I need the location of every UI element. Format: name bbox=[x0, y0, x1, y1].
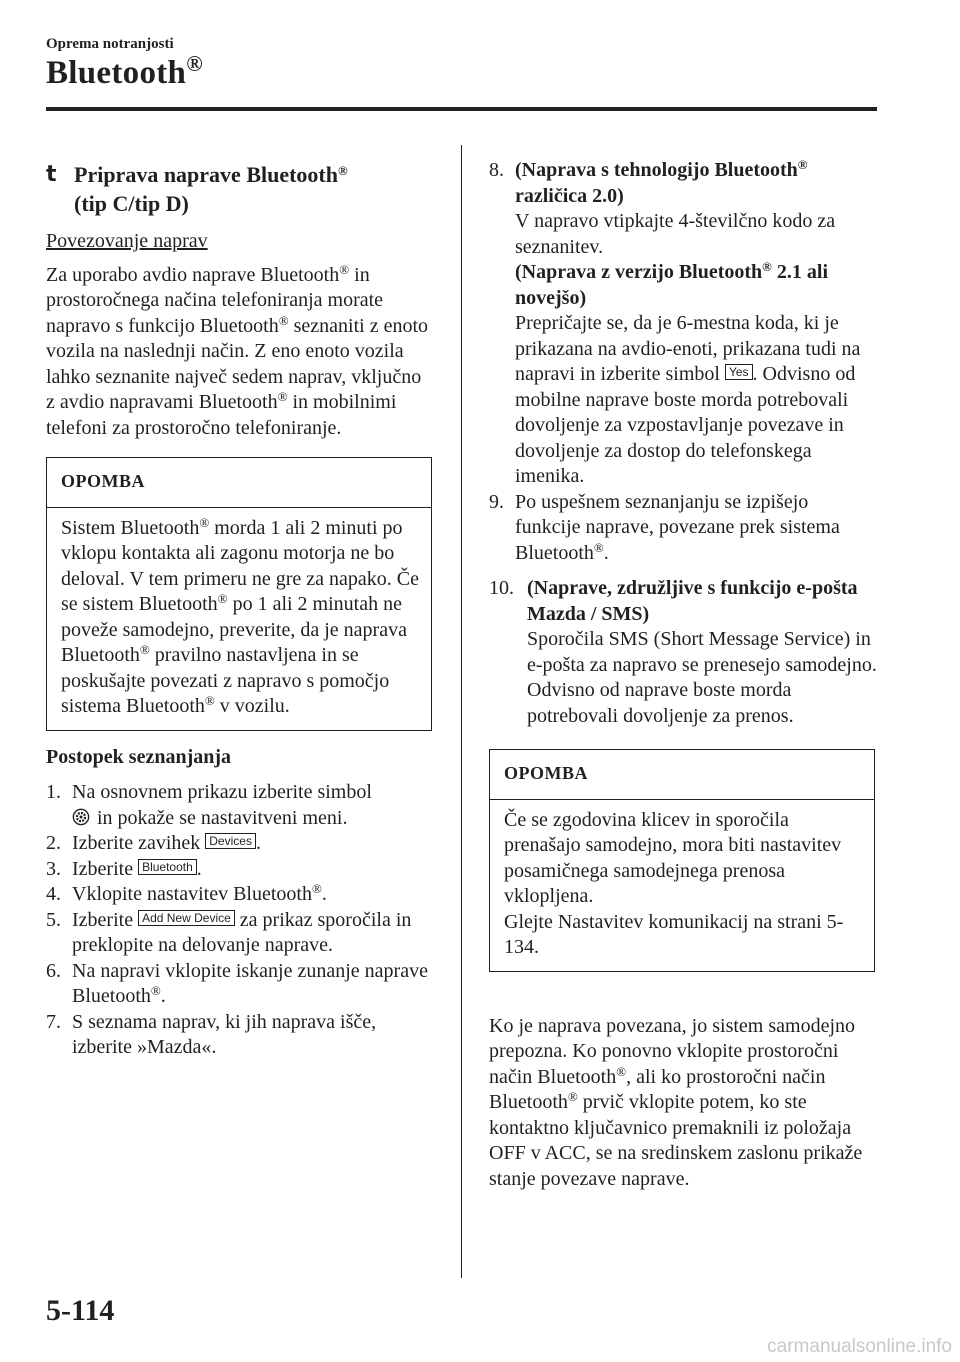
step-3: 3. Izberite Bluetooth . bbox=[46, 857, 202, 880]
step-5: 5. Izberite Add New Device za prikaz sporočila in preklopite na delovanje naprave. bbox=[46, 908, 412, 956]
page-number: 5-114 bbox=[46, 1294, 115, 1327]
note-box bbox=[46, 457, 432, 731]
column-divider bbox=[461, 145, 462, 1278]
steps-title: Postopek seznanjanja bbox=[46, 745, 232, 768]
step-10: 10. (Naprave, združljive s funkcijo e-pošta Mazda / SMS) Sporočila SMS (Short Message Service) in e-pošta za napravo se prenesejo samodejno. Odvisno od naprave boste morda potrebovali dovoljenje za prenos. bbox=[489, 577, 877, 727]
devices-tab-button: Devices bbox=[205, 833, 256, 849]
add-new-device-button: Add New Device bbox=[138, 910, 235, 926]
page-title: Bluetooth® bbox=[46, 51, 203, 91]
step-1: 1. Na osnovnem prikazu izberite simbol in pokaže se nastavitveni meni. bbox=[46, 781, 372, 829]
note-text: Če se zgodovina klicev in sporočila prenašajo samodejno, mora biti nastavitev posamičnega samodejnega prenosa vklopljena. Glejte Nastavitev komunikacij na strani 5-134. bbox=[504, 808, 844, 958]
step-6: 6. Na napravi vklopite iskanje zunanje naprave Bluetooth®. bbox=[46, 959, 428, 1007]
step-2: 2. Izberite zavihek Devices . bbox=[46, 832, 261, 854]
watermark: carmanualsonline.info bbox=[767, 1336, 952, 1357]
closing-paragraph: Ko je naprava povezana, jo sistem samodejno prepozna. Ko ponovno vklopite prostoročni način Bluetooth®, ali ko prostoročni način Bluetooth® prvič vklopite potem, ko ste kontaktno ključavnico premaknili iz položaja OFF v ACC, se na sredinskem zaslonu prikaže stanje povezave naprave. bbox=[489, 1014, 863, 1190]
step-4: 4. Vklopite nastavitev Bluetooth®. bbox=[46, 881, 327, 905]
header-rule bbox=[46, 107, 877, 111]
note-label: OPOMBA bbox=[47, 458, 431, 508]
registered-mark: ® bbox=[186, 51, 203, 76]
sub-heading: Povezovanje naprav bbox=[46, 230, 208, 252]
right-column bbox=[489, 158, 877, 1192]
bluetooth-button: Bluetooth bbox=[138, 859, 197, 875]
intro-paragraph: Za uporabo avdio naprave Bluetooth® in prostoročnega načina telefoniranja morate napravo s funkcijo Bluetooth® seznaniti z enoto vozila na naslednji način. Z eno enoto vozila lahko seznanite največ sedem naprav, vključno z avdio napravami Bluetooth® in mobilnimi telefoni za prostoročno telefoniranje. bbox=[46, 261, 429, 439]
yes-button: Yes bbox=[725, 364, 753, 380]
settings-gear-icon bbox=[72, 808, 90, 826]
note-label: OPOMBA bbox=[490, 750, 874, 800]
note-text: Sistem Bluetooth® morda 1 ali 2 minuti po vklopu kontakta ali zagonu motorja ne bo deloval. V tem primeru ne gre za napako. Če se sistem Bluetooth® po 1 ali 2 minutah ne poveže samodejno, preverite, da je naprava Bluetooth® pravilno nastavljena in se poskušajte povezati z napravo s pomočjo sistema Bluetooth® v vozilu. bbox=[61, 514, 420, 717]
section-marker-icon: t bbox=[46, 162, 57, 187]
step-7: 7. S seznama naprav, ki jih naprava išče, izberite »Mazda«. bbox=[46, 1010, 377, 1058]
step-8: 8. (Naprava s tehnologijo Bluetooth® različica 2.0) V napravo vtipkajte 4-številčno kodo za seznanitev. (Naprava z verzijo Bluetooth® 2.1 ali novejšo) Prepričajte se, da je 6-mestna koda, ki je prikazana na avdio-enoti, prikazana tudi na napravi in izberite simbol Yes . Odvisno od mobilne naprave boste morda potrebovali dovoljenje za vzpostavljanje povezave in dovoljenje za dostop do telefonskega imenika. bbox=[489, 157, 861, 487]
section-heading: t Priprava naprave Bluetooth® (tip C/tip D) bbox=[46, 162, 348, 216]
section-label: Oprema notranjosti bbox=[46, 36, 174, 52]
step-9: 9. Po uspešnem seznanjanju se izpišejo funkcije naprave, povezane prek sistema Bluetooth®. bbox=[489, 490, 840, 564]
left-column bbox=[46, 160, 432, 1061]
note-box bbox=[489, 749, 875, 972]
